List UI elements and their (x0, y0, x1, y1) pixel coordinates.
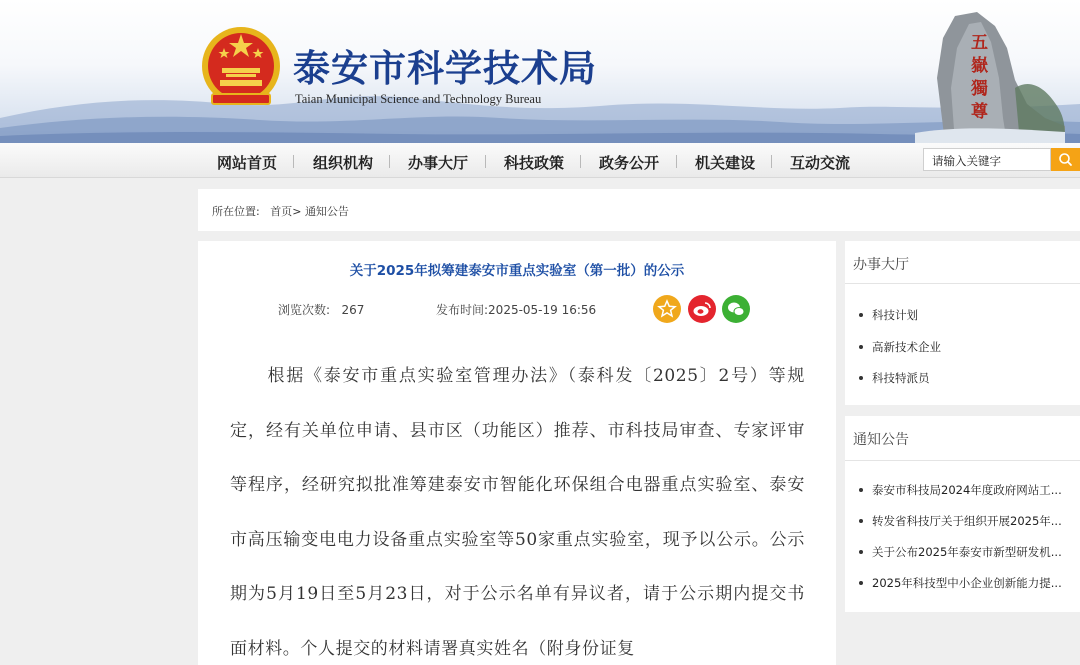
nav-divider (676, 155, 677, 168)
rock-char-1: 五 (971, 33, 988, 53)
notices-panel (845, 416, 1080, 612)
search-icon (1051, 148, 1080, 171)
weibo-icon (688, 295, 716, 323)
article-body: 根据《泰安市重点实验室管理办法》（泰科发〔2025〕2号）等规定，经有关单位申请、县市区（功能区）推荐、市科技局审查、专家评审等程序，经研究拟批准筹建泰安市智能化环保组合电器重点实验室、泰安市高压输变电电力设备重点实验室等50家重点实验室，现予以公示。公示期为5月19日至5月23日，对于公示名单有异议者，请于公示期内提交书面材料。个人提交的材料请署真实姓名（附身份证复 (230, 366, 805, 659)
publish-time (436, 301, 596, 318)
article-panel (198, 241, 836, 665)
service-item[interactable]: 科技计划 (859, 307, 1069, 323)
notice-item[interactable]: 转发省科技厅关于组织开展2025年... (859, 513, 1069, 529)
search-input[interactable]: 请输入关键字 (923, 148, 1051, 171)
nav-party-building[interactable]: 机关建设 (695, 154, 756, 172)
article-title: 关于2025年拟筹建泰安市重点实验室（第一批）的公示 (349, 263, 685, 279)
nav-divider (580, 155, 581, 168)
nav-divider (771, 155, 772, 168)
nav-interaction[interactable]: 互动交流 (790, 154, 851, 172)
breadcrumb-home-link[interactable]: 首页> (270, 205, 302, 218)
notice-item[interactable]: 泰安市科技局2024年度政府网站工... (859, 482, 1069, 498)
main-nav (0, 143, 1080, 178)
view-count (278, 301, 364, 318)
taishan-rock-image (915, 8, 1065, 143)
national-emblem-icon (200, 24, 282, 110)
wechat-icon (722, 295, 750, 323)
view-count-value: 267 (341, 303, 365, 317)
nav-divider (293, 155, 294, 168)
nav-divider (389, 155, 390, 168)
share-favorite-button[interactable] (653, 295, 681, 323)
nav-gov-affairs[interactable]: 政务公开 (599, 154, 660, 172)
star-icon (653, 295, 681, 323)
share-weibo-button[interactable] (688, 295, 716, 323)
site-subtitle: Taian Municipal Science and Technology Bureau (295, 92, 542, 106)
notice-item[interactable]: 2025年科技型中小企业创新能力提... (859, 575, 1069, 591)
breadcrumb-label: 所在位置: (212, 205, 260, 218)
notices-title: 通知公告 (853, 432, 909, 448)
service-hall-panel (845, 241, 1080, 405)
nav-service-hall[interactable]: 办事大厅 (408, 154, 469, 172)
rock-char-4: 尊 (971, 102, 988, 122)
publish-time-value: 2025-05-19 16:56 (488, 303, 597, 317)
breadcrumb (198, 189, 1080, 231)
notice-item[interactable]: 关于公布2025年泰安市新型研发机... (859, 544, 1069, 560)
service-item[interactable]: 高新技术企业 (859, 339, 1069, 355)
view-count-label: 浏览次数: (278, 303, 331, 317)
nav-home[interactable]: 网站首页 (217, 154, 278, 172)
share-wechat-button[interactable] (722, 295, 750, 323)
service-item[interactable]: 科技特派员 (859, 370, 1069, 386)
nav-sci-policy[interactable]: 科技政策 (504, 154, 565, 172)
site-header (0, 0, 1080, 143)
nav-divider (485, 155, 486, 168)
rock-char-3: 獨 (971, 79, 988, 99)
publish-time-label: 发布时间: (436, 303, 489, 317)
panel-divider (845, 460, 1080, 461)
service-hall-title: 办事大厅 (853, 257, 909, 273)
rock-char-2: 嶽 (971, 56, 988, 76)
panel-divider (845, 283, 1080, 284)
nav-organization[interactable]: 组织机构 (313, 154, 374, 172)
search-button[interactable] (1051, 148, 1080, 171)
site-title: 泰安市科学技术局 (293, 47, 597, 90)
breadcrumb-current[interactable]: 通知公告 (304, 205, 349, 218)
